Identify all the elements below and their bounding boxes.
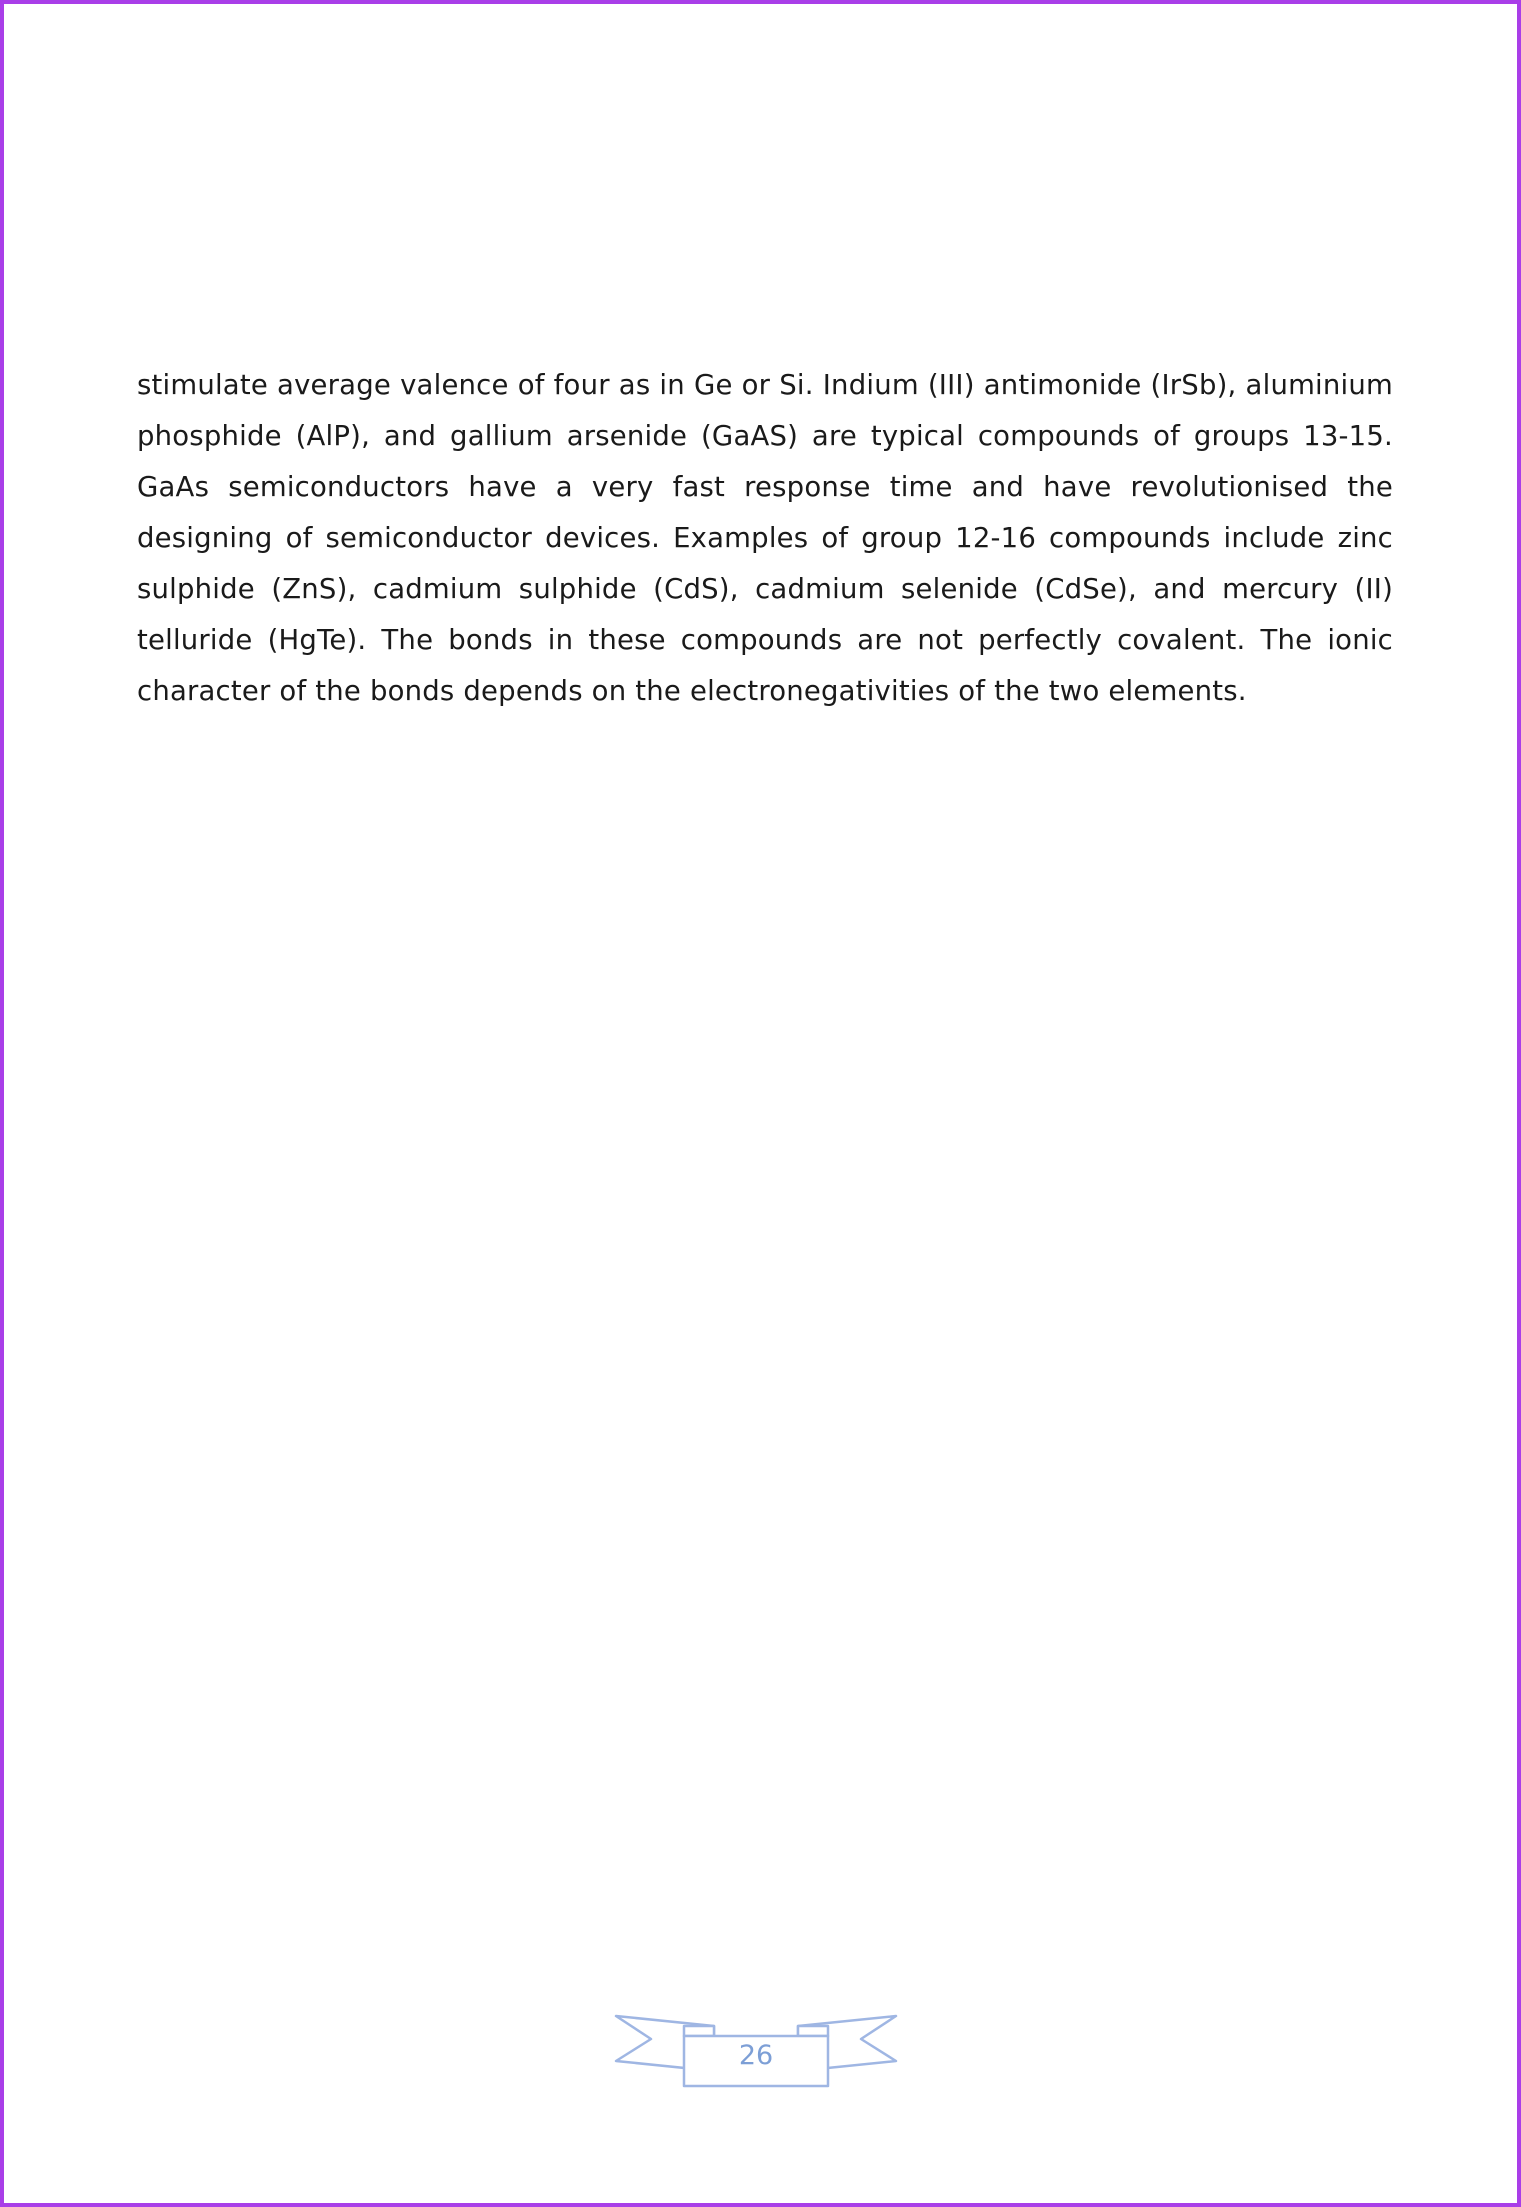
page-number-footer: [611, 2011, 901, 2093]
body-paragraph: stimulate average valence of four as in Ge or Si. Indium (III) antimonide (IrSb), aluminium phosphide (AlP), and gallium arsenide (GaAS) are typical compounds of groups 13-15. GaAs semiconductors have a very fast response time and have revolutionised the designing of semiconductor devices. Examples of group 12-16 compounds include zinc sulphide (ZnS), cadmium sulphide (CdS), cadmium selenide (CdSe), and mercury (II) telluride (HgTe). The bonds in these compounds are not perfectly covalent. The ionic character of the bonds depends on the electronegativities of the two elements.: [137, 369, 1393, 707]
page-number: 26: [738, 2040, 774, 2071]
